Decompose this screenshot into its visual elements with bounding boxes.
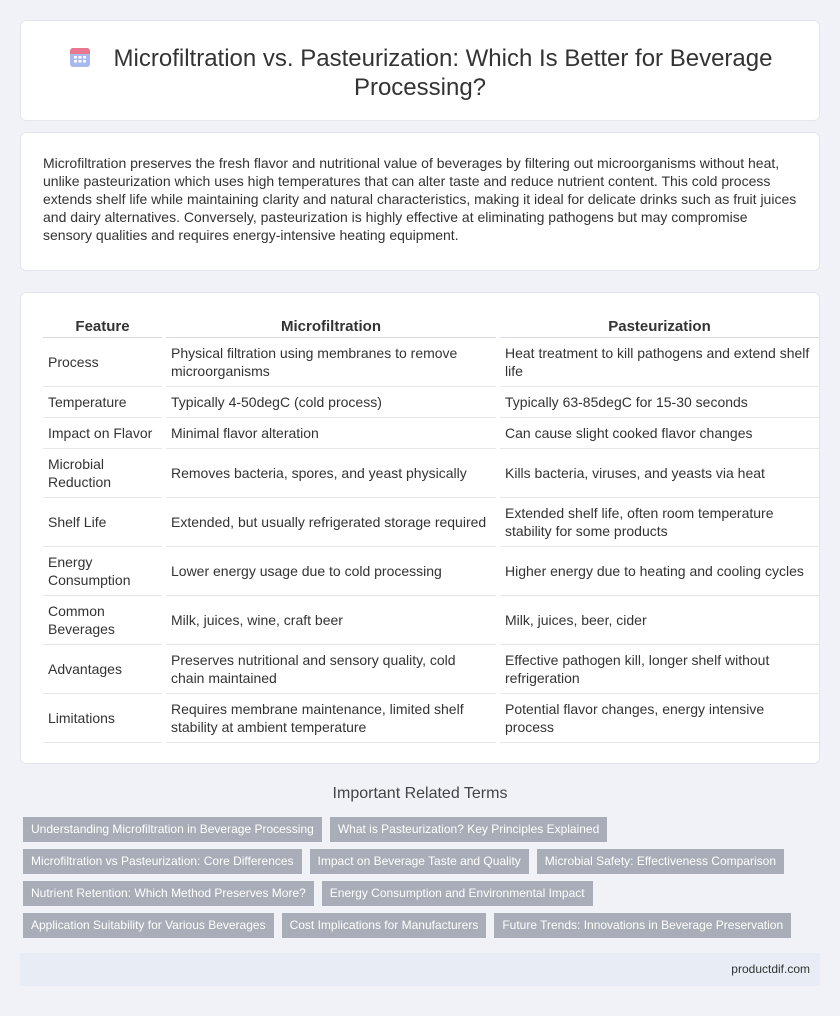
cell-feature: Microbial Reduction [43,448,162,497]
header-pasteurization: Pasteurization [500,316,819,337]
related-term-link[interactable]: Cost Implications for Manufacturers [282,913,487,938]
related-terms-title: Important Related Terms [332,785,508,802]
cell-microfiltration: Preserves nutritional and sensory quality, cold chain maintained [166,644,496,693]
table-header-row [43,316,819,337]
cell-pasteurization: Heat treatment to kill pathogens and extend shelf life [500,337,819,386]
related-term-link[interactable]: Understanding Microfiltration in Beverage Processing [23,817,322,842]
related-term-link[interactable]: Impact on Beverage Taste and Quality [310,849,529,874]
comparison-table [43,316,819,743]
header-feature: Feature [43,316,162,337]
cell-microfiltration: Lower energy usage due to cold processing [166,546,496,595]
cell-microfiltration: Removes bacteria, spores, and yeast physically [166,448,496,497]
comparison-table-card [20,292,820,764]
related-term-link[interactable]: Microfiltration vs Pasteurization: Core Differences [23,849,302,874]
related-terms-row [23,881,601,906]
table-row [43,497,819,546]
cell-feature: Common Beverages [43,595,162,644]
related-term-link[interactable]: Microbial Safety: Effectiveness Comparison [537,849,784,874]
cell-microfiltration: Milk, juices, wine, craft beer [166,595,496,644]
cell-microfiltration: Typically 4-50degC (cold process) [166,386,496,417]
related-terms-row [23,849,792,874]
cell-feature: Energy Consumption [43,546,162,595]
cell-pasteurization: Potential flavor changes, energy intensive process [500,693,819,742]
intro-text: Microfiltration preserves the fresh flavor and nutritional value of beverages by filtering out microorganisms without heat, unlike pasteurization which uses high temperatures that can alter taste and reduce nutrient content. This cold process extends shelf life while maintaining clarity and natural characteristics, making it ideal for delicate drinks such as fruit juices and dairy alternatives. Conversely, pasteurization is highly effective at eliminating pathogens but may compromise sensory qualities and requires energy-intensive heating equipment. [43,155,797,243]
table-row [43,337,819,386]
table-row [43,595,819,644]
table-row [43,644,819,693]
related-terms-row [23,817,615,842]
cell-microfiltration: Requires membrane maintenance, limited shelf stability at ambient temperature [166,693,496,742]
cell-microfiltration: Minimal flavor alteration [166,417,496,448]
cell-feature: Process [43,337,162,386]
table-row [43,546,819,595]
related-term-link[interactable]: Application Suitability for Various Beverages [23,913,274,938]
cell-pasteurization: Can cause slight cooked flavor changes [500,417,819,448]
related-term-link[interactable]: Nutrient Retention: Which Method Preserves More? [23,881,314,906]
cell-feature: Impact on Flavor [43,417,162,448]
related-term-link[interactable]: Future Trends: Innovations in Beverage Preservation [494,913,791,938]
cell-feature: Temperature [43,386,162,417]
footer-brand: productdif.com [731,962,810,976]
cell-pasteurization: Higher energy due to heating and cooling cycles [500,546,819,595]
cell-feature: Limitations [43,693,162,742]
cell-pasteurization: Typically 63-85degC for 15-30 seconds [500,386,819,417]
page-title-wrap [21,44,819,102]
related-terms-row [23,913,799,938]
footer [20,953,820,986]
table-row [43,417,819,448]
intro-card [20,132,820,271]
cell-pasteurization: Kills bacteria, viruses, and yeasts via heat [500,448,819,497]
related-term-link[interactable]: What is Pasteurization? Key Principles Explained [330,817,607,842]
cell-pasteurization: Milk, juices, beer, cider [500,595,819,644]
cell-pasteurization: Effective pathogen kill, longer shelf without refrigeration [500,644,819,693]
cell-feature: Shelf Life [43,497,162,546]
calendar-icon [68,45,92,69]
cell-feature: Advantages [43,644,162,693]
cell-microfiltration: Extended, but usually refrigerated storage required [166,497,496,546]
cell-pasteurization: Extended shelf life, often room temperature stability for some products [500,497,819,546]
table-row [43,693,819,742]
table-row [43,386,819,417]
header-microfiltration: Microfiltration [166,316,496,337]
header-card [20,20,820,121]
cell-microfiltration: Physical filtration using membranes to remove microorganisms [166,337,496,386]
related-term-link[interactable]: Energy Consumption and Environmental Impact [322,881,593,906]
table-row [43,448,819,497]
page-title: Microfiltration vs. Pasteurization: Which Is Better for Beverage Processing? [113,45,773,101]
